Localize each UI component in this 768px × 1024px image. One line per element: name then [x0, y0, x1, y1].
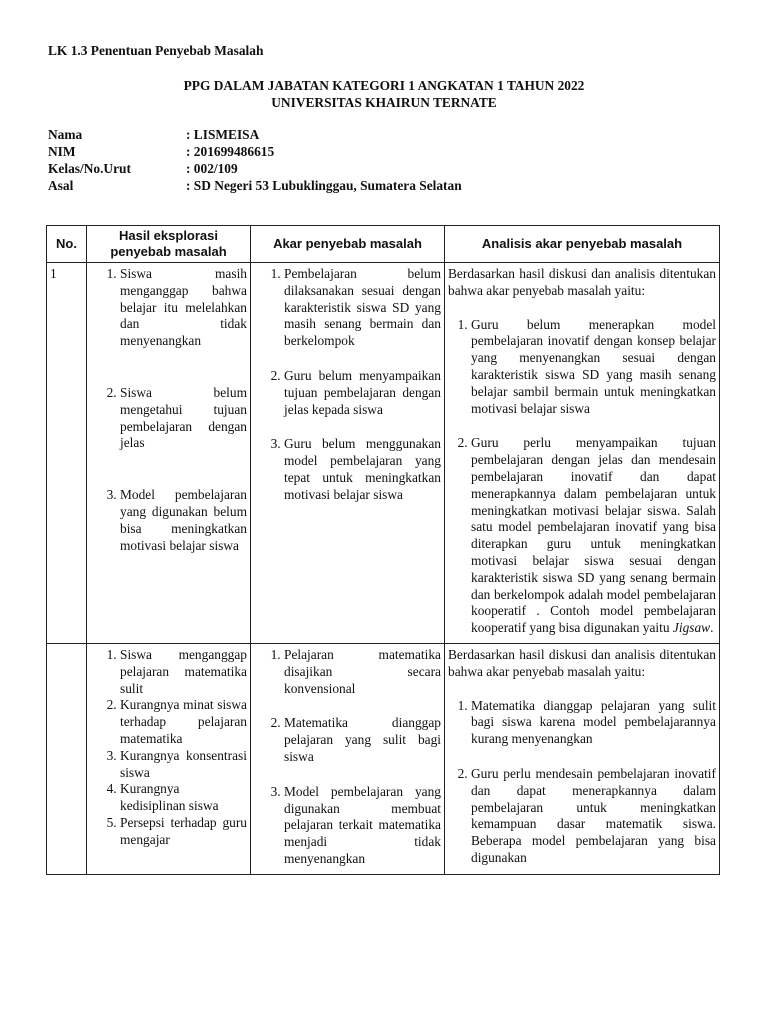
header-program-line: PPG DALAM JABATAN KATEGORI 1 ANGKATAN 1 TAHUN 2022 — [183, 78, 585, 93]
list-item: 2. Kurangnya minat siswa terhadap pelajaran matematika — [120, 697, 247, 747]
problem-analysis-table — [46, 225, 720, 875]
list-item: 4. Kurangnya kedisiplinan siswa — [120, 781, 247, 815]
nama-label: Nama — [48, 127, 83, 142]
header-analisis-akar: Analisis akar penyebab masalah — [445, 226, 720, 263]
identity-row-kelas — [48, 161, 462, 178]
nama-value: : LISMEISA — [186, 127, 260, 142]
asal-value: : SD Negeri 53 Lubuklinggau, Sumatera Selatan — [186, 178, 462, 193]
analysis-intro: Berdasarkan hasil diskusi dan analisis ditentukan bahwa akar penyebab masalah yaitu: — [448, 266, 716, 298]
list-item: 1. Siswa menganggap pelajaran matematika sulit — [120, 647, 247, 697]
document-header — [48, 78, 720, 112]
analisis-cell — [445, 643, 720, 874]
list-item: 1. Guru belum menerapkan model pembelajaran inovatif dengan konsep belajar yang menyenangkan sesuai dengan karakteristik siswa SD yang masih senang belajar sambil bermain untuk meningkatkan motivasi belajar siswa — [471, 317, 716, 418]
worksheet-title: LK 1.3 Penentuan Penyebab Masalah — [48, 43, 264, 58]
identity-row-asal — [48, 178, 462, 195]
list-item — [471, 435, 716, 637]
header-akar-penyebab: Akar penyebab masalah — [251, 226, 445, 263]
list-item: 1. Pelajaran matematika disajikan secara konvensional — [284, 647, 441, 697]
identity-row-nim — [48, 144, 462, 161]
list-item: 3. Model pembelajaran yang digunakan belum bisa meningkatkan motivasi belajar siswa — [120, 487, 247, 554]
list-item: 3. Guru belum menggunakan model pembelajaran yang tepat untuk meningkatkan motivasi belajar siswa — [284, 436, 441, 503]
header-university-line: UNIVERSITAS KHAIRUN TERNATE — [271, 94, 497, 110]
list-item: 2. Guru perlu mendesain pembelajaran inovatif dan dapat menerapkannya dalam pembelajaran untuk meningkatkan kemampuan dasar matematik siswa. Beberapa model pembelajaran yang bisa digunakan — [471, 766, 716, 867]
list-item: 3. Model pembelajaran yang digunakan membuat pelajaran terkait matematika menjadi tidak menyenangkan — [284, 784, 441, 868]
list-item: 2. Siswa belum mengetahui tujuan pembelajaran dengan jelas — [120, 385, 247, 452]
analysis-period: . — [710, 620, 714, 636]
list-item: 2. Matematika dianggap pelajaran yang sulit bagi siswa — [284, 715, 441, 765]
list-item: 1. Siswa masih menganggap bahwa belajar itu melelahkan dan tidak menyenangkan — [120, 266, 247, 350]
asal-label: Asal — [48, 178, 74, 193]
akar-penyebab-cell — [251, 643, 445, 874]
kelas-label: Kelas/No.Urut — [48, 161, 131, 176]
analisis-cell — [445, 263, 720, 644]
akar-penyebab-cell — [251, 263, 445, 644]
list-item: 1. Matematika dianggap pelajaran yang sulit bagi siswa karena model pembelajarannya kurang menyenangkan — [471, 698, 716, 748]
row-number — [47, 643, 87, 874]
jigsaw-term: Jigsaw — [672, 620, 711, 636]
list-item: 1. Pembelajaran belum dilaksanakan sesuai dengan karakteristik siswa SD yang masih senang bermain dan berkelompok — [284, 266, 441, 350]
table-header-row — [47, 226, 720, 263]
identity-block — [48, 127, 462, 195]
identity-row-nama — [48, 127, 462, 144]
list-item: 3. Kurangnya konsentrasi siswa — [120, 748, 247, 782]
table-row — [47, 643, 720, 874]
hasil-eksplorasi-cell — [87, 643, 251, 874]
analysis-intro: Berdasarkan hasil diskusi dan analisis ditentukan bahwa akar penyebab masalah yaitu: — [448, 646, 716, 679]
kelas-value: : 002/109 — [186, 161, 238, 176]
row-number: 1 — [47, 263, 87, 644]
analysis-text: Guru perlu menyampaikan tujuan pembelajaran dengan jelas dan mendesain pembelajaran inovatif dan dapat menerapkannya dalam pembelajaran untuk meningkatkan motivasi belajar siswa. Salah satu model pembelajaran inovatif yang bisa diterapkan guru untuk meningkatkan motivasi belajar siswa sesuai dengan karakteristik siswa SD yang senang bermain dan berkelompok adalah model pembelajaran kooperatif . Contoh model pembelajaran kooperatif yang bisa digunakan yaitu — [471, 435, 716, 636]
list-item: 2. Guru belum menyampaikan tujuan pembelajaran dengan jelas kepada siswa — [284, 368, 441, 418]
hasil-eksplorasi-cell — [87, 263, 251, 644]
list-item: 5. Persepsi terhadap guru mengajar — [120, 815, 247, 849]
table-row — [47, 263, 720, 644]
header-hasil-eksplorasi: Hasil eksplorasi penyebab masalah — [87, 226, 251, 263]
nim-label: NIM — [48, 144, 76, 159]
nim-value: : 201699486615 — [186, 144, 275, 159]
header-no: No. — [47, 226, 87, 263]
